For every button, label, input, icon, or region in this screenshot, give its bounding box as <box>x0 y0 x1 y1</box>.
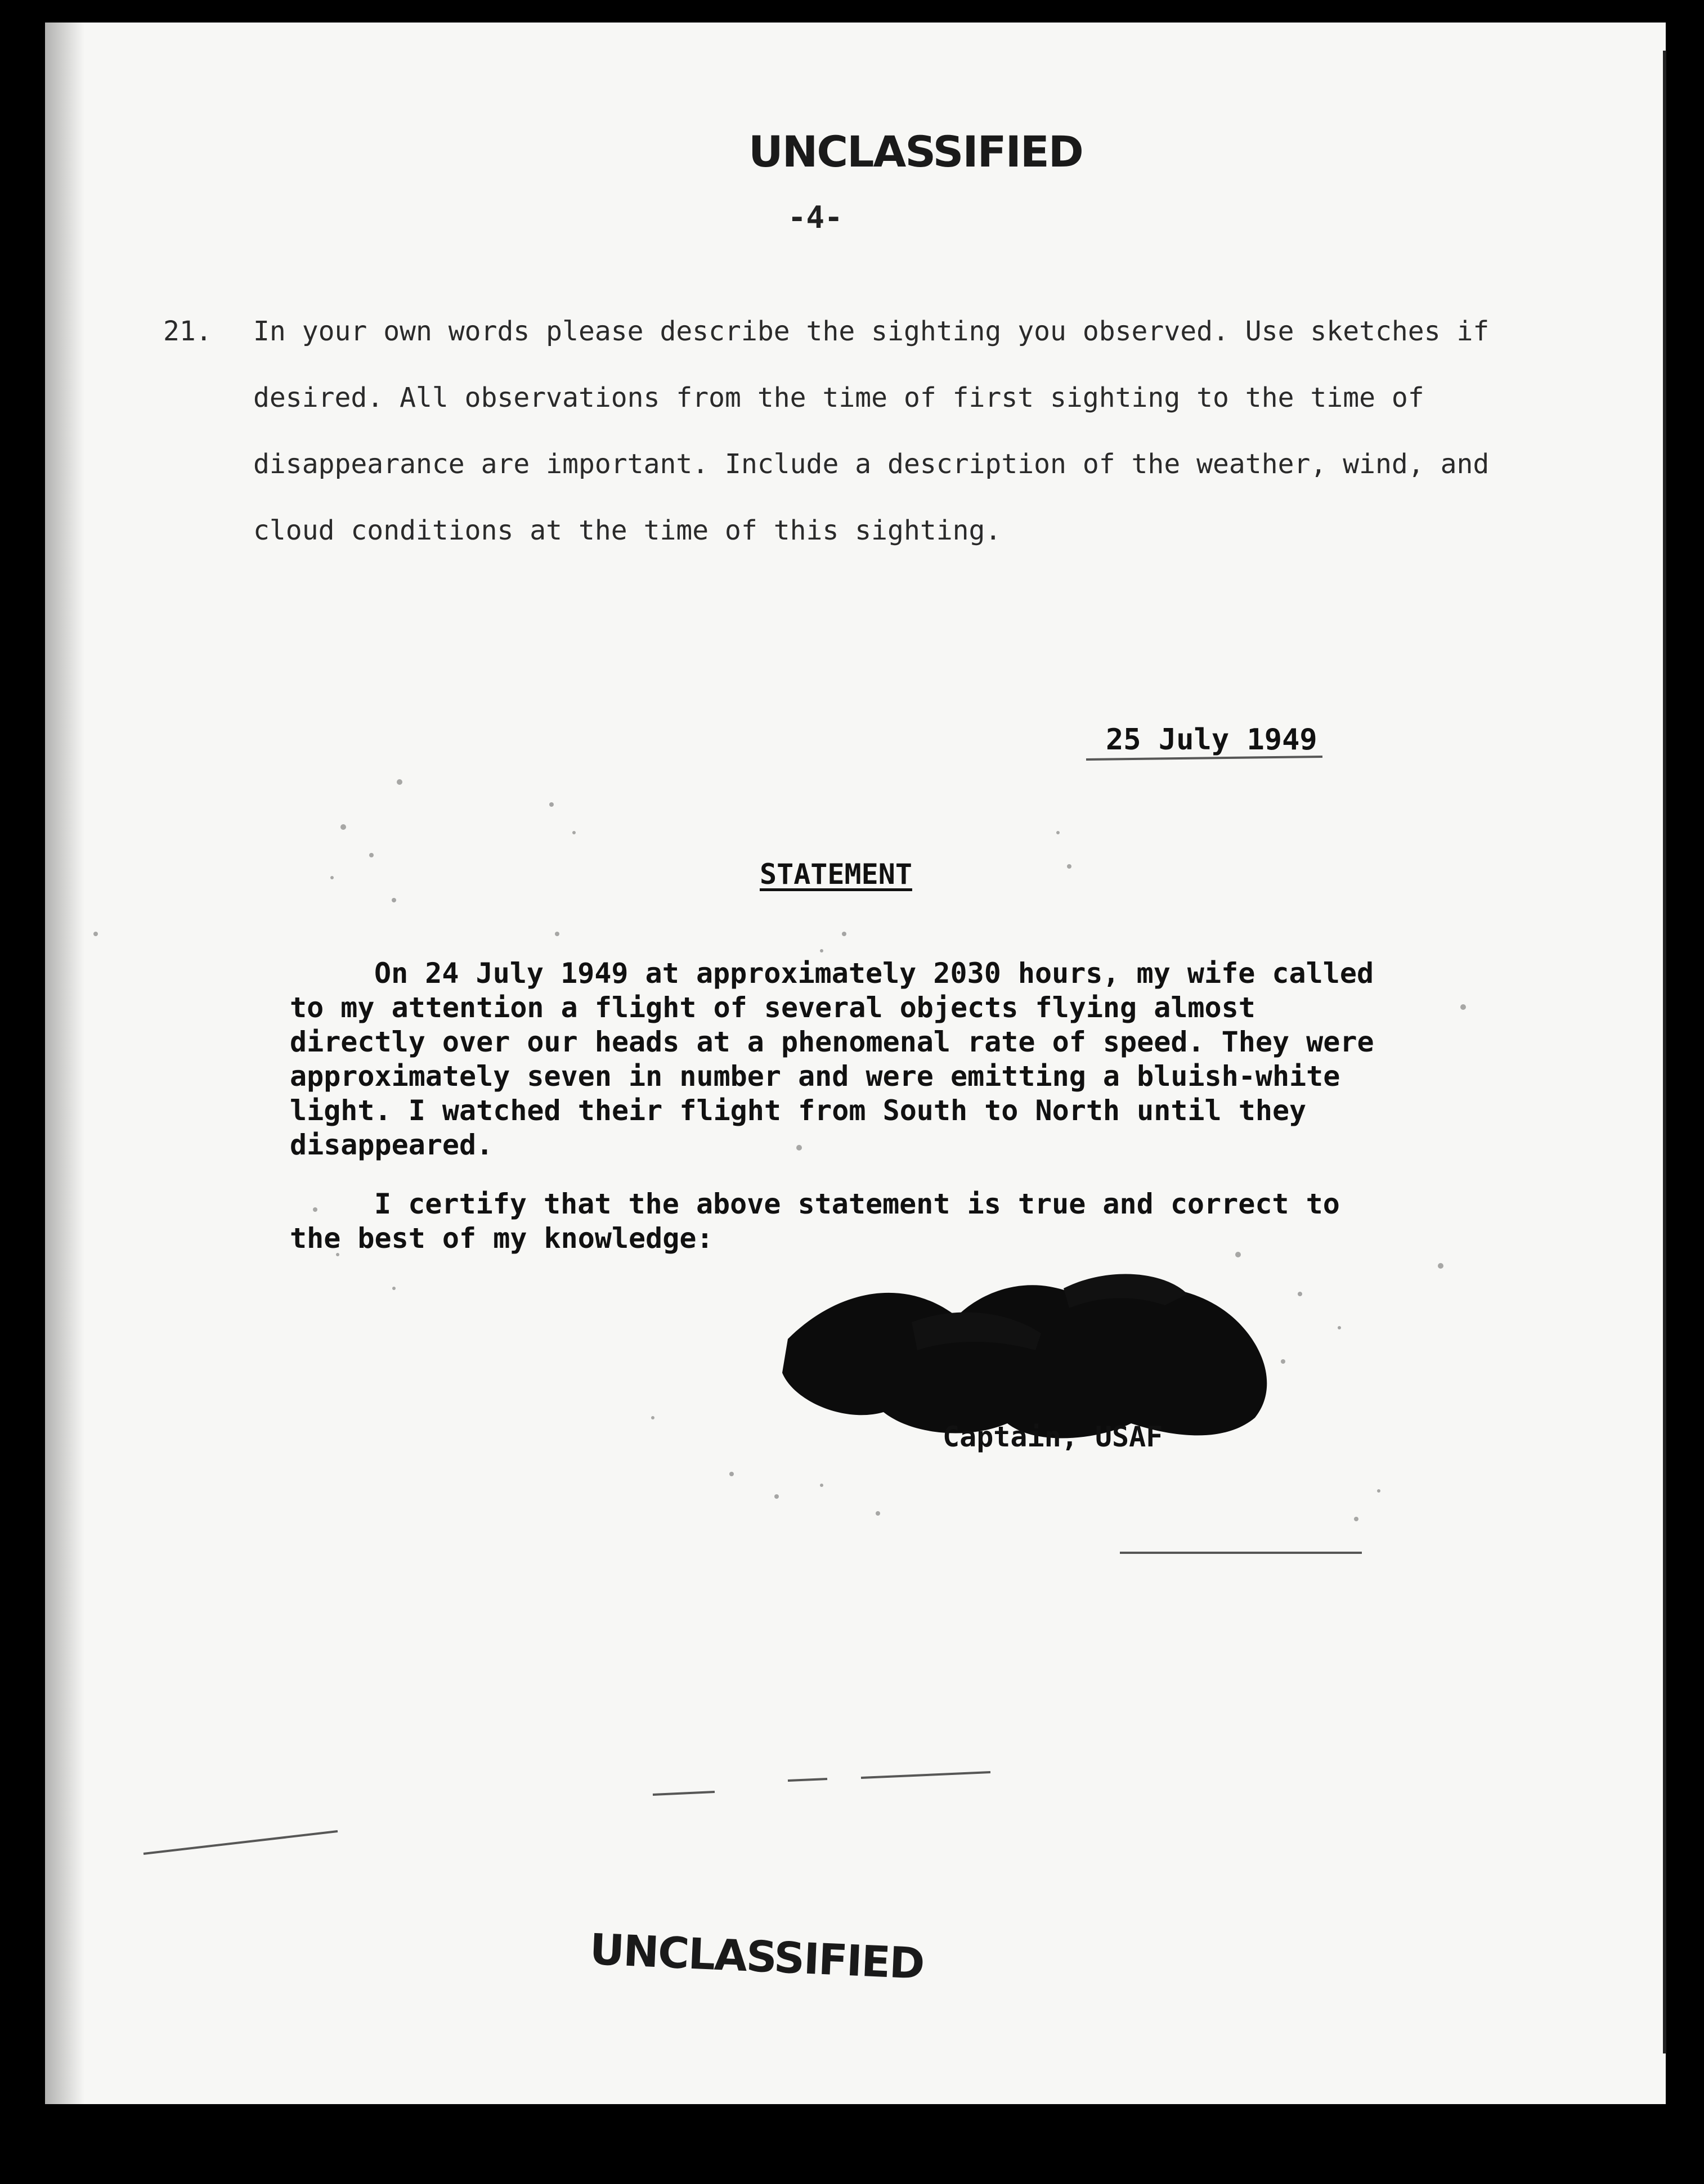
statement-date: 25 July 1949 <box>1106 723 1317 757</box>
right-border-line <box>1663 51 1666 2053</box>
question-number: 21. <box>163 316 212 347</box>
signature-caption: Captain, USAF <box>943 1421 1163 1453</box>
left-edge-shadow <box>45 23 84 2104</box>
bottom-dark-band <box>45 2104 1666 2184</box>
classification-stamp-top: UNCLASSIFIED <box>748 127 1083 177</box>
question-text: In your own words please describe the sighting you observed. Use sketches if desired. All observations from the time of first sighting to the time of disappearance are important. Include a description of the weather, wind, and cloud conditions at the time of this sighting. <box>253 316 1490 546</box>
statement-paragraph-1: On 24 July 1949 at approximately 2030 hours, my wife called to my attention a flight of several objects flying almost directly over our heads at a phenomenal rate of speed. They were approximately seven in number and were emitting a bluish-white light. I watched their flight from South to North until they disappeared. <box>290 957 1374 1161</box>
question-block <box>163 298 1525 564</box>
page-number: -4- <box>788 200 843 235</box>
statement-title: STATEMENT <box>760 858 912 891</box>
classification-stamp-bottom: UNCLASSIFIED <box>589 1924 925 1989</box>
statement-paragraph-2: I certify that the above statement is true and correct to the best of my knowledge: <box>290 1188 1340 1255</box>
